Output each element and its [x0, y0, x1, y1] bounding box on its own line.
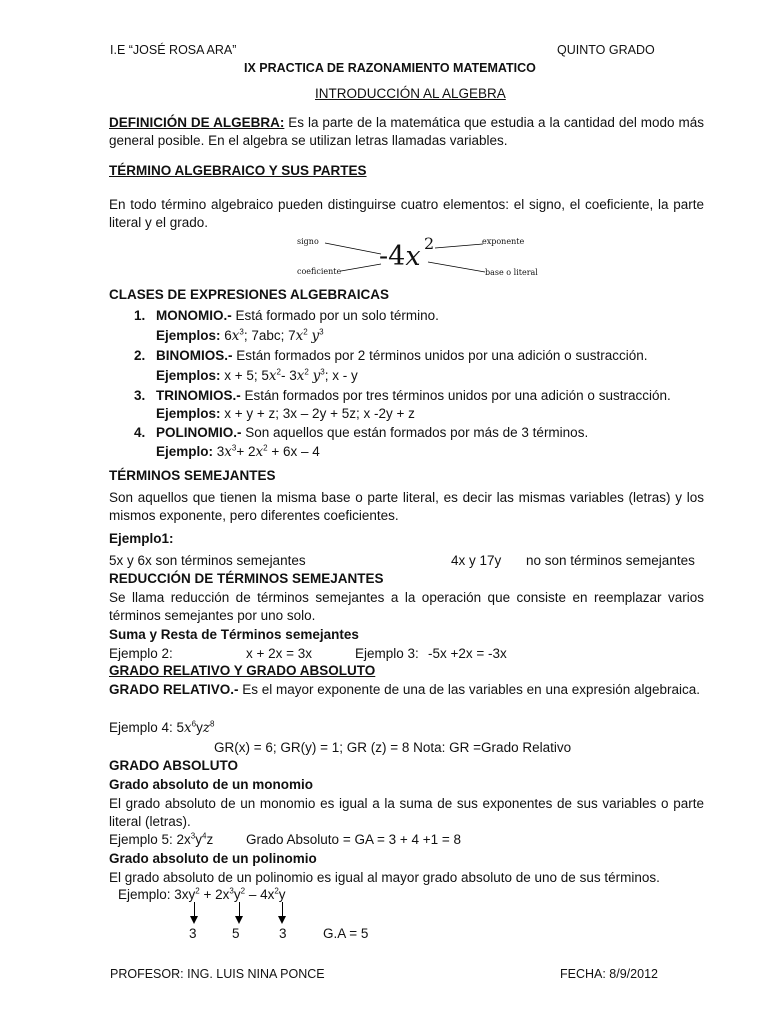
example-text: x + y + z; 3x – 2y + 5z; x -2y + z — [220, 406, 415, 421]
grado-relativo-label: GRADO RELATIVO.- — [109, 682, 239, 697]
page-subtitle: INTRODUCCIÓN AL ALGEBRA — [315, 86, 506, 101]
term-coefficient: -4 — [379, 241, 406, 272]
ejemplo5-label: Ejemplo 5: 2x — [109, 832, 191, 847]
class-name: MONOMIO.- — [156, 308, 232, 323]
semejantes-left: 5x y 6x son términos semejantes — [109, 553, 306, 568]
term-text: En todo término algebraico pueden distinguirse cuatro elementos: el signo, el coeficiente, la parte literal y el grado. — [109, 197, 704, 230]
term-expression — [379, 242, 421, 272]
ejemplo4-line: Ejemplo 4: $5x^6yz^8$ — [109, 719, 215, 736]
definition-label: DEFINICIÓN DE ALGEBRA: — [109, 115, 285, 130]
term-exponent: 2 — [424, 234, 435, 253]
ejemplo2-label: Ejemplo 2: — [109, 646, 173, 661]
class-number: 4. — [134, 425, 146, 440]
coeficiente-line — [341, 264, 381, 271]
semejantes-right: no son términos semejantes — [526, 553, 695, 568]
signo-line — [325, 243, 381, 254]
polinomio-heading: Grado absoluto de un polinomio — [109, 851, 317, 866]
arrowhead-1 — [190, 916, 198, 924]
ejemplo2-expr: x + 2x = 3x — [246, 646, 313, 661]
class-desc: Está formado por un solo término. — [231, 308, 439, 323]
polinomio-text: El grado absoluto de un polinomio es igual al mayor grado absoluto de uno de sus términos. — [109, 870, 660, 885]
term-diagram — [295, 234, 538, 280]
degree-2: 5 — [232, 926, 240, 941]
footer-date: FECHA: 8/9/2012 — [560, 967, 658, 981]
degree-1: 3 — [189, 926, 197, 941]
class-number: 2. — [134, 348, 146, 363]
class-example-polinomio: Ejemplo: $3x^3+ 2x^2 + 6x - 4$ — [156, 443, 320, 460]
ejemplo1-label: Ejemplo1: — [109, 531, 174, 546]
example-label: Ejemplo: — [156, 444, 214, 459]
semejantes-mid: 4x y 17y — [451, 553, 502, 568]
base-label: base o literal — [485, 268, 538, 277]
class-item-binomios — [134, 347, 647, 365]
grado-heading: GRADO RELATIVO Y GRADO ABSOLUTO — [109, 663, 376, 678]
class-item-trinomios — [134, 387, 671, 405]
grade-label: QUINTO GRADO — [557, 43, 655, 57]
reduccion-text: Se llama reducción de términos semejantes a la operación que consiste en reemplazar varios términos semejantes por uno solo. — [109, 590, 704, 623]
ejemplo4-label: Ejemplo 4: 5 — [109, 720, 185, 735]
grado-relativo-text: Es el mayor exponente de una de las variables en una expresión algebraica. — [238, 682, 701, 697]
signo-label: signo — [297, 237, 319, 246]
ga-result: G.A = 5 — [323, 926, 369, 941]
monomio-text: El grado absoluto de un monomio es igual a la suma de sus exponentes de sus variables o parte literal (letras). — [109, 796, 704, 829]
ejemplo5-line: Ejemplo 5: $2x^3y^4z$ — [109, 831, 214, 847]
arrowhead-2 — [235, 916, 243, 924]
class-name: POLINOMIO.- — [156, 425, 242, 440]
term-heading: TÉRMINO ALGEBRAICO Y SUS PARTES — [109, 163, 367, 178]
ejemplo3-label: Ejemplo 3: — [355, 646, 419, 661]
definition-paragraph — [109, 114, 704, 150]
class-example-binomios: Ejemplos: x + 5; $5x^2-$ $3x^2$ $y^3$; x - y — [156, 367, 358, 384]
grado-relativo-paragraph — [109, 681, 704, 699]
class-desc: Están formados por tres términos unidos por una adición o sustracción. — [240, 388, 671, 403]
suma-resta-heading: Suma y Resta de Términos semejantes — [109, 627, 359, 642]
polinomio-example-label: Ejemplo: 3xy — [118, 887, 196, 902]
classes-heading: CLASES DE EXPRESIONES ALGEBRAICAS — [109, 287, 390, 302]
example-label: Ejemplos: — [156, 328, 221, 343]
class-desc: Están formados por 2 términos unidos por una adición o sustracción. — [232, 348, 648, 363]
exponente-line — [435, 244, 483, 248]
arrowhead-3 — [278, 916, 286, 924]
semejantes-text: Son aquellos que tienen la misma base o parte literal, es decir las mismas variables (letras) y los mismos exponente, pero diferentes coeficientes. — [109, 490, 704, 523]
class-number: 1. — [134, 308, 146, 323]
example-label: Ejemplos: — [156, 368, 221, 383]
footer-teacher: PROFESOR: ING. LUIS NINA PONCE — [110, 967, 325, 981]
polinomio-example: Ejemplo: $3xy^2 + 2x^3y^2 - 4x^2y$ — [118, 886, 286, 902]
monomio-heading: Grado absoluto de un monomio — [109, 777, 313, 792]
class-item-polinomio — [134, 424, 588, 442]
class-example-monomio: Ejemplos: $6x^3$; 7abc; $7x^2$ $y^3$ — [156, 327, 324, 344]
ejemplo5-result: Grado Absoluto = GA = 3 + 4 +1 = 8 — [246, 832, 462, 847]
reduccion-heading: REDUCCIÓN DE TÉRMINOS SEMEJANTES — [109, 571, 384, 586]
class-example-trinomios — [156, 405, 415, 423]
term-variable: x — [405, 241, 421, 272]
ejemplo4-result: GR(x) = 6; GR(y) = 1; GR (z) = 8 Nota: GR =Grado Relativo — [214, 740, 572, 755]
exponente-label: exponente — [482, 237, 525, 246]
definition-text: Es la parte de la matemática que estudia a la cantidad del modo más general posible. En el algebra se utilizan letras llamadas variables. — [109, 115, 704, 148]
base-line — [428, 262, 485, 272]
degree-3: 3 — [279, 926, 287, 941]
example-label: Ejemplos: — [156, 406, 221, 421]
coeficiente-label: coeficiente — [297, 267, 342, 276]
class-desc: Son aquellos que están formados por más de 3 términos. — [241, 425, 589, 440]
class-number: 3. — [134, 388, 146, 403]
practice-title: IX PRACTICA DE RAZONAMIENTO MATEMATICO — [244, 61, 536, 75]
class-name: BINOMIOS.- — [156, 348, 233, 363]
ejemplo3-expr: -5x +2x = -3x — [428, 646, 507, 661]
class-item-monomio — [134, 307, 439, 325]
semejantes-heading: TÉRMINOS SEMEJANTES — [109, 468, 276, 483]
school-name: I.E “JOSÉ ROSA ARA” — [110, 43, 237, 57]
class-name: TRINOMIOS.- — [156, 388, 241, 403]
grado-absoluto-heading: GRADO ABSOLUTO — [109, 758, 239, 773]
